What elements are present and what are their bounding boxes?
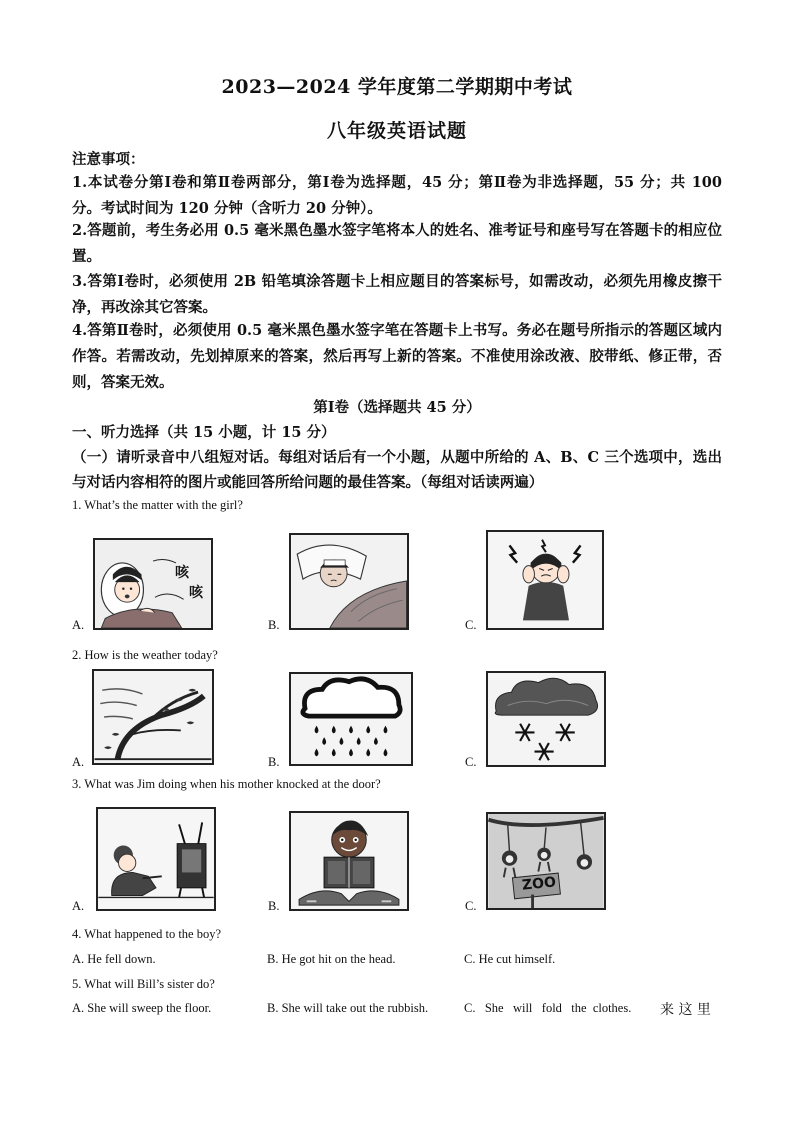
exam-subtitle: 八年级英语试题: [326, 120, 467, 142]
notes-heading: 注意事项：: [72, 151, 145, 168]
windy-tree-icon: [94, 671, 212, 763]
cough-text: 咳: [189, 585, 203, 601]
picture-girl-fever: [289, 533, 409, 630]
question-stem: 5. What will Bill’s sister do?: [72, 977, 215, 991]
option-label: B.: [268, 755, 280, 769]
option-label: A.: [72, 618, 85, 632]
option-label: C.: [465, 899, 477, 913]
picture-reading: [289, 811, 409, 911]
section-instruction: （一）请听录音中八组短对话。每组对话后有一个小题，从题中所给的 A、B、C 三个选项中，选出与对话内容相符的图片或能回答所给问题的最佳答案。（每组对话读两遍）: [72, 449, 722, 491]
answer-option: A. He fell down.: [72, 952, 156, 966]
snow-cloud-icon: [488, 673, 604, 765]
answer-option: B. She will take out the rubbish.: [267, 1001, 429, 1015]
picture-rainy: [289, 672, 413, 766]
option-label: A.: [72, 755, 85, 769]
option-label: C.: [465, 755, 477, 769]
watching-tv-icon: [98, 809, 214, 909]
option-label: C.: [465, 618, 477, 632]
part-title: 第Ⅰ卷（选择题共 45 分）: [313, 399, 481, 416]
note-item: 2.答题前，考生务必用 0.5 毫米黑色墨水签字笔将本人的姓名、准考证号和座号写在答题卡的相应位置。: [72, 222, 722, 265]
option-label: B.: [268, 618, 280, 632]
picture-girl-coughing: [93, 538, 213, 630]
picture-snowy: [486, 671, 606, 767]
fever-girl-icon: [291, 535, 407, 628]
zoo-monkeys-icon: [488, 814, 604, 908]
zoo-sign-text: ZOO: [521, 874, 557, 894]
option-label: B.: [268, 899, 280, 913]
answer-option: C. He cut himself.: [464, 952, 556, 966]
rain-cloud-icon: [291, 674, 411, 764]
question-stem: 3. What was Jim doing when his mother knocked at the door?: [72, 777, 381, 791]
exam-title: 2023—2024 学年度第二学期期中考试: [221, 76, 573, 98]
reading-boy-icon: [291, 813, 407, 909]
question-stem: 4. What happened to the boy?: [72, 927, 222, 941]
cough-text: 咳: [175, 565, 189, 581]
watermark-text: 来 这 里: [660, 1002, 711, 1018]
picture-girl-headache: [486, 530, 604, 630]
picture-windy: [92, 669, 214, 765]
note-item: 1.本试卷分第Ⅰ卷和第Ⅱ卷两部分，第Ⅰ卷为选择题，45 分；第Ⅱ卷为非选择题，55 分；共 100 分。考试时间为 120 分钟（含听力 20 分钟）。: [72, 174, 722, 217]
answer-option: B. He got hit on the head.: [267, 952, 396, 966]
headache-girl-icon: [488, 532, 602, 628]
note-item: 4.答第Ⅱ卷时，必须使用 0.5 毫米黑色墨水签字笔在答题卡上书写。务必在题号所指示的答题区域内作答。若需改动，先划掉原来的答案，然后再写上新的答案。不准使用涂改液、胶带纸、修正带，否则，答案无效。: [72, 322, 722, 391]
answer-option: C. She will fold the clothes.: [464, 1001, 632, 1015]
answer-option: A. She will sweep the floor.: [72, 1001, 212, 1015]
question-stem: 1. What’s the matter with the girl?: [72, 498, 243, 512]
note-item: 3.答第Ⅰ卷时，必须使用 2B 铅笔填涂答题卡上相应题目的答案标号，如需改动，必须先用橡皮擦干净，再改涂其它答案。: [72, 273, 722, 316]
picture-zoo: [486, 812, 606, 910]
question-stem: 2. How is the weather today?: [72, 648, 218, 662]
option-label: A.: [72, 899, 85, 913]
section-title: 一、听力选择（共 15 小题，计 15 分）: [72, 424, 336, 441]
picture-watching-tv: [96, 807, 216, 911]
